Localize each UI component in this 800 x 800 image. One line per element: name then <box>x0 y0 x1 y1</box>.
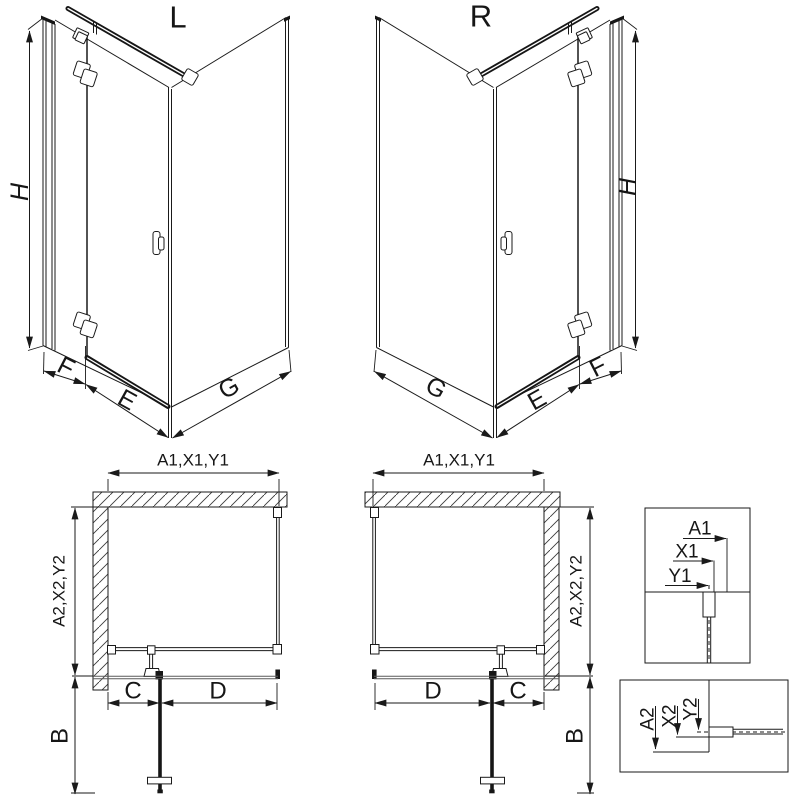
plan-right-d-label: D <box>424 677 442 705</box>
dim-label-side-left: G <box>213 371 245 405</box>
dim-label-fixed-right: F <box>584 351 612 383</box>
iso-view-right <box>374 0 642 438</box>
plan-right-width-label: A1,X1,Y1 <box>423 450 495 470</box>
detail-y2-label: Y2 <box>680 697 702 721</box>
wall-top-right-plan <box>365 492 560 507</box>
plan-right-swing-label: B <box>561 727 589 745</box>
detail-a2-label: A2 <box>637 707 659 731</box>
variant-label-left: L <box>169 0 187 35</box>
plan-view-left <box>47 451 288 795</box>
dim-label-height-left: H <box>6 182 34 202</box>
iso-view-left <box>6 0 291 438</box>
plan-left-d-label: D <box>209 677 227 705</box>
wall-top-left-plan <box>93 492 287 507</box>
detail-x2-label: X2 <box>659 704 681 728</box>
dim-label-side-right: G <box>420 371 452 405</box>
plan-left-c-label: C <box>124 677 142 705</box>
plan-left-depth-label: A2,X2,Y2 <box>49 555 69 627</box>
variant-label-right: R <box>469 0 493 34</box>
dim-label-door-left: E <box>112 383 142 417</box>
detail-box-depth <box>620 680 788 772</box>
detail-box-width <box>645 508 750 663</box>
wall-side-left-plan <box>93 507 108 690</box>
dim-label-height-right: H <box>614 177 642 197</box>
dim-label-door-right: E <box>522 383 552 417</box>
plan-right-c-label: C <box>509 677 527 705</box>
detail-a1-label: A1 <box>688 518 712 540</box>
detail-y1-label: Y1 <box>668 566 692 587</box>
dim-label-fixed-left: F <box>52 351 80 383</box>
plan-view-right <box>365 451 594 795</box>
wall-side-right-plan <box>544 507 559 690</box>
plan-right-depth-label: A2,X2,Y2 <box>566 555 586 627</box>
plan-left-width-label: A1,X1,Y1 <box>157 450 229 470</box>
plan-left-swing-label: B <box>46 727 74 745</box>
detail-x1-label: X1 <box>675 541 699 563</box>
